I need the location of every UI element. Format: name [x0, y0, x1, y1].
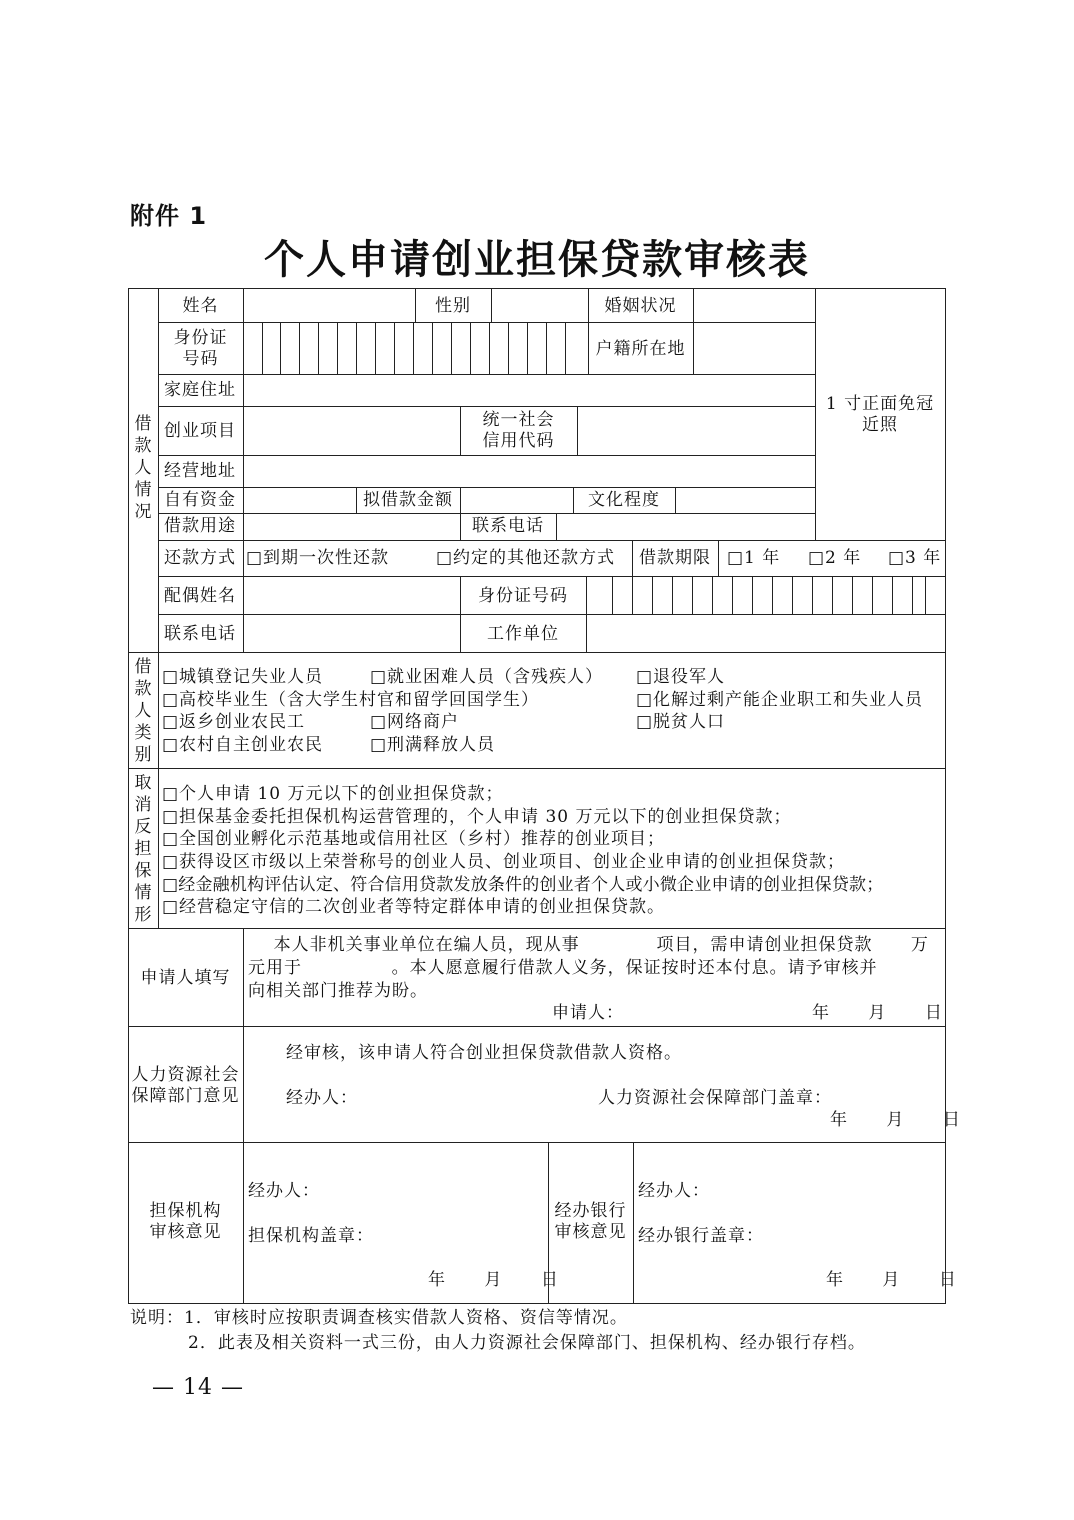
guarantee-handler-label: 经办人：: [248, 1181, 320, 1201]
applicant-date: 年 月 日: [812, 1003, 943, 1023]
hukou-label: 户籍所在地: [595, 339, 686, 359]
hr-date: 年 月 日: [830, 1110, 961, 1130]
guarantee-section-label-line1: 担保机构: [149, 1201, 222, 1221]
phone-label: 联系电话: [472, 516, 544, 536]
category-option[interactable]: □就业困难人员（含残疾人）: [370, 667, 604, 687]
hr-handler-label: 经办人：: [286, 1088, 358, 1108]
photo-placeholder-line2: 近照: [862, 415, 898, 435]
category-section-label: 借款人类别: [134, 657, 152, 765]
credit-code-label-line2: 信用代码: [482, 431, 555, 451]
annex-label: 附件 1: [130, 202, 208, 230]
credit-code-label-line1: 统一社会: [482, 410, 555, 430]
spouse-name-label: 配偶姓名: [164, 586, 236, 606]
address-label: 家庭住址: [164, 380, 236, 400]
loan-amount-label: 拟借款金额: [363, 490, 453, 510]
category-option[interactable]: □高校毕业生（含大学生村官和留学回国学生）: [162, 690, 540, 710]
borrower-section-label: 借款人情况: [134, 414, 152, 522]
category-option[interactable]: □退役军人: [636, 667, 726, 687]
spouse-id-label: 身份证号码: [478, 586, 568, 606]
form-title: 个人申请创业担保贷款审核表: [264, 236, 810, 283]
bank-seal-label: 经办银行盖章：: [638, 1226, 764, 1246]
term-option-3y[interactable]: □3 年: [888, 548, 942, 568]
spouse-phone-label: 联系电话: [164, 624, 236, 644]
cancel-option[interactable]: □获得设区市级以上荣誉称号的创业人员、创业项目、创业企业申请的创业担保贷款；: [162, 852, 846, 872]
note-line-2: 2．此表及相关资料一式三份，由人力资源社会保障部门、担保机构、经办银行存档。: [188, 1333, 866, 1353]
cancel-option[interactable]: □全国创业孵化示范基地或信用社区（乡村）推荐的创业项目；: [162, 829, 666, 849]
category-option[interactable]: □农村自主创业农民: [162, 735, 324, 755]
term-label: 借款期限: [639, 548, 711, 568]
photo-placeholder-line1: 1 寸正面免冠: [825, 394, 935, 414]
project-label: 创业项目: [164, 421, 236, 441]
applicant-statement-line1: 本人非机关事业单位在编人员，现从事 项目，需申请创业担保贷款 万: [248, 935, 929, 955]
guarantee-date: 年 月 日: [428, 1270, 559, 1290]
category-option[interactable]: □脱贫人口: [636, 712, 726, 732]
category-option[interactable]: □刑满释放人员: [370, 735, 496, 755]
category-option[interactable]: □化解过剩产能企业职工和失业人员: [636, 690, 924, 710]
term-option-1y[interactable]: □1 年: [727, 548, 781, 568]
bank-handler-label: 经办人：: [638, 1181, 710, 1201]
page-number: — 14 —: [152, 1375, 244, 1400]
bank-section-label-line2: 审核意见: [554, 1222, 627, 1242]
repay-option-lump-sum[interactable]: □到期一次性还款: [246, 548, 390, 568]
loan-use-label: 借款用途: [164, 516, 236, 536]
work-unit-label: 工作单位: [487, 624, 559, 644]
repay-label: 还款方式: [164, 548, 236, 568]
term-option-2y[interactable]: □2 年: [808, 548, 862, 568]
hr-section-label-line2: 保障部门意见: [131, 1086, 240, 1106]
education-label: 文化程度: [588, 490, 660, 510]
own-funds-label: 自有资金: [164, 490, 236, 510]
repay-option-other[interactable]: □约定的其他还款方式: [436, 548, 616, 568]
cancel-option[interactable]: □经金融机构评估认定、符合信用贷款发放条件的创业者个人或小微企业申请的创业担保贷款；: [162, 875, 884, 895]
cancel-option[interactable]: □经营稳定守信的二次创业者等特定群体申请的创业担保贷款。: [162, 897, 666, 917]
biz-address-label: 经营地址: [164, 461, 236, 481]
applicant-signer-label: 申请人：: [552, 1003, 624, 1023]
id-label-line2: 号码: [182, 349, 219, 369]
cancel-section-label: 取消反担保情形: [134, 773, 152, 925]
bank-date: 年 月 日: [826, 1270, 957, 1290]
gender-label: 性别: [435, 296, 471, 316]
hr-section-label-line1: 人力资源社会: [131, 1065, 240, 1085]
category-option[interactable]: □网络商户: [370, 712, 460, 732]
category-option[interactable]: □返乡创业农民工: [162, 712, 306, 732]
bank-section-label-line1: 经办银行: [554, 1201, 627, 1221]
marital-label: 婚姻状况: [604, 296, 677, 316]
hr-statement: 经审核，该申请人符合创业担保贷款借款人资格。: [286, 1043, 682, 1063]
name-label: 姓名: [182, 296, 219, 316]
category-option[interactable]: □城镇登记失业人员: [162, 667, 324, 687]
applicant-statement-line2: 元用于 。本人愿意履行借款人义务，保证按时还本付息。请予审核并: [248, 958, 878, 978]
guarantee-seal-label: 担保机构盖章：: [248, 1226, 374, 1246]
guarantee-section-label-line2: 审核意见: [149, 1222, 222, 1242]
cancel-option[interactable]: □个人申请 10 万元以下的创业担保贷款；: [162, 784, 504, 804]
id-label-line1: 身份证: [173, 328, 228, 348]
note-line-1: 说明：1．审核时应按职责调查核实借款人资格、资信等情况。: [130, 1308, 628, 1328]
applicant-statement-line3: 向相关部门推荐为盼。: [248, 981, 428, 1001]
applicant-section-label: 申请人填写: [140, 968, 231, 988]
cancel-option[interactable]: □担保基金委托担保机构运营管理的，个人申请 30 万元以下的创业担保贷款；: [162, 807, 792, 827]
hr-seal-label: 人力资源社会保障部门盖章：: [598, 1088, 832, 1108]
